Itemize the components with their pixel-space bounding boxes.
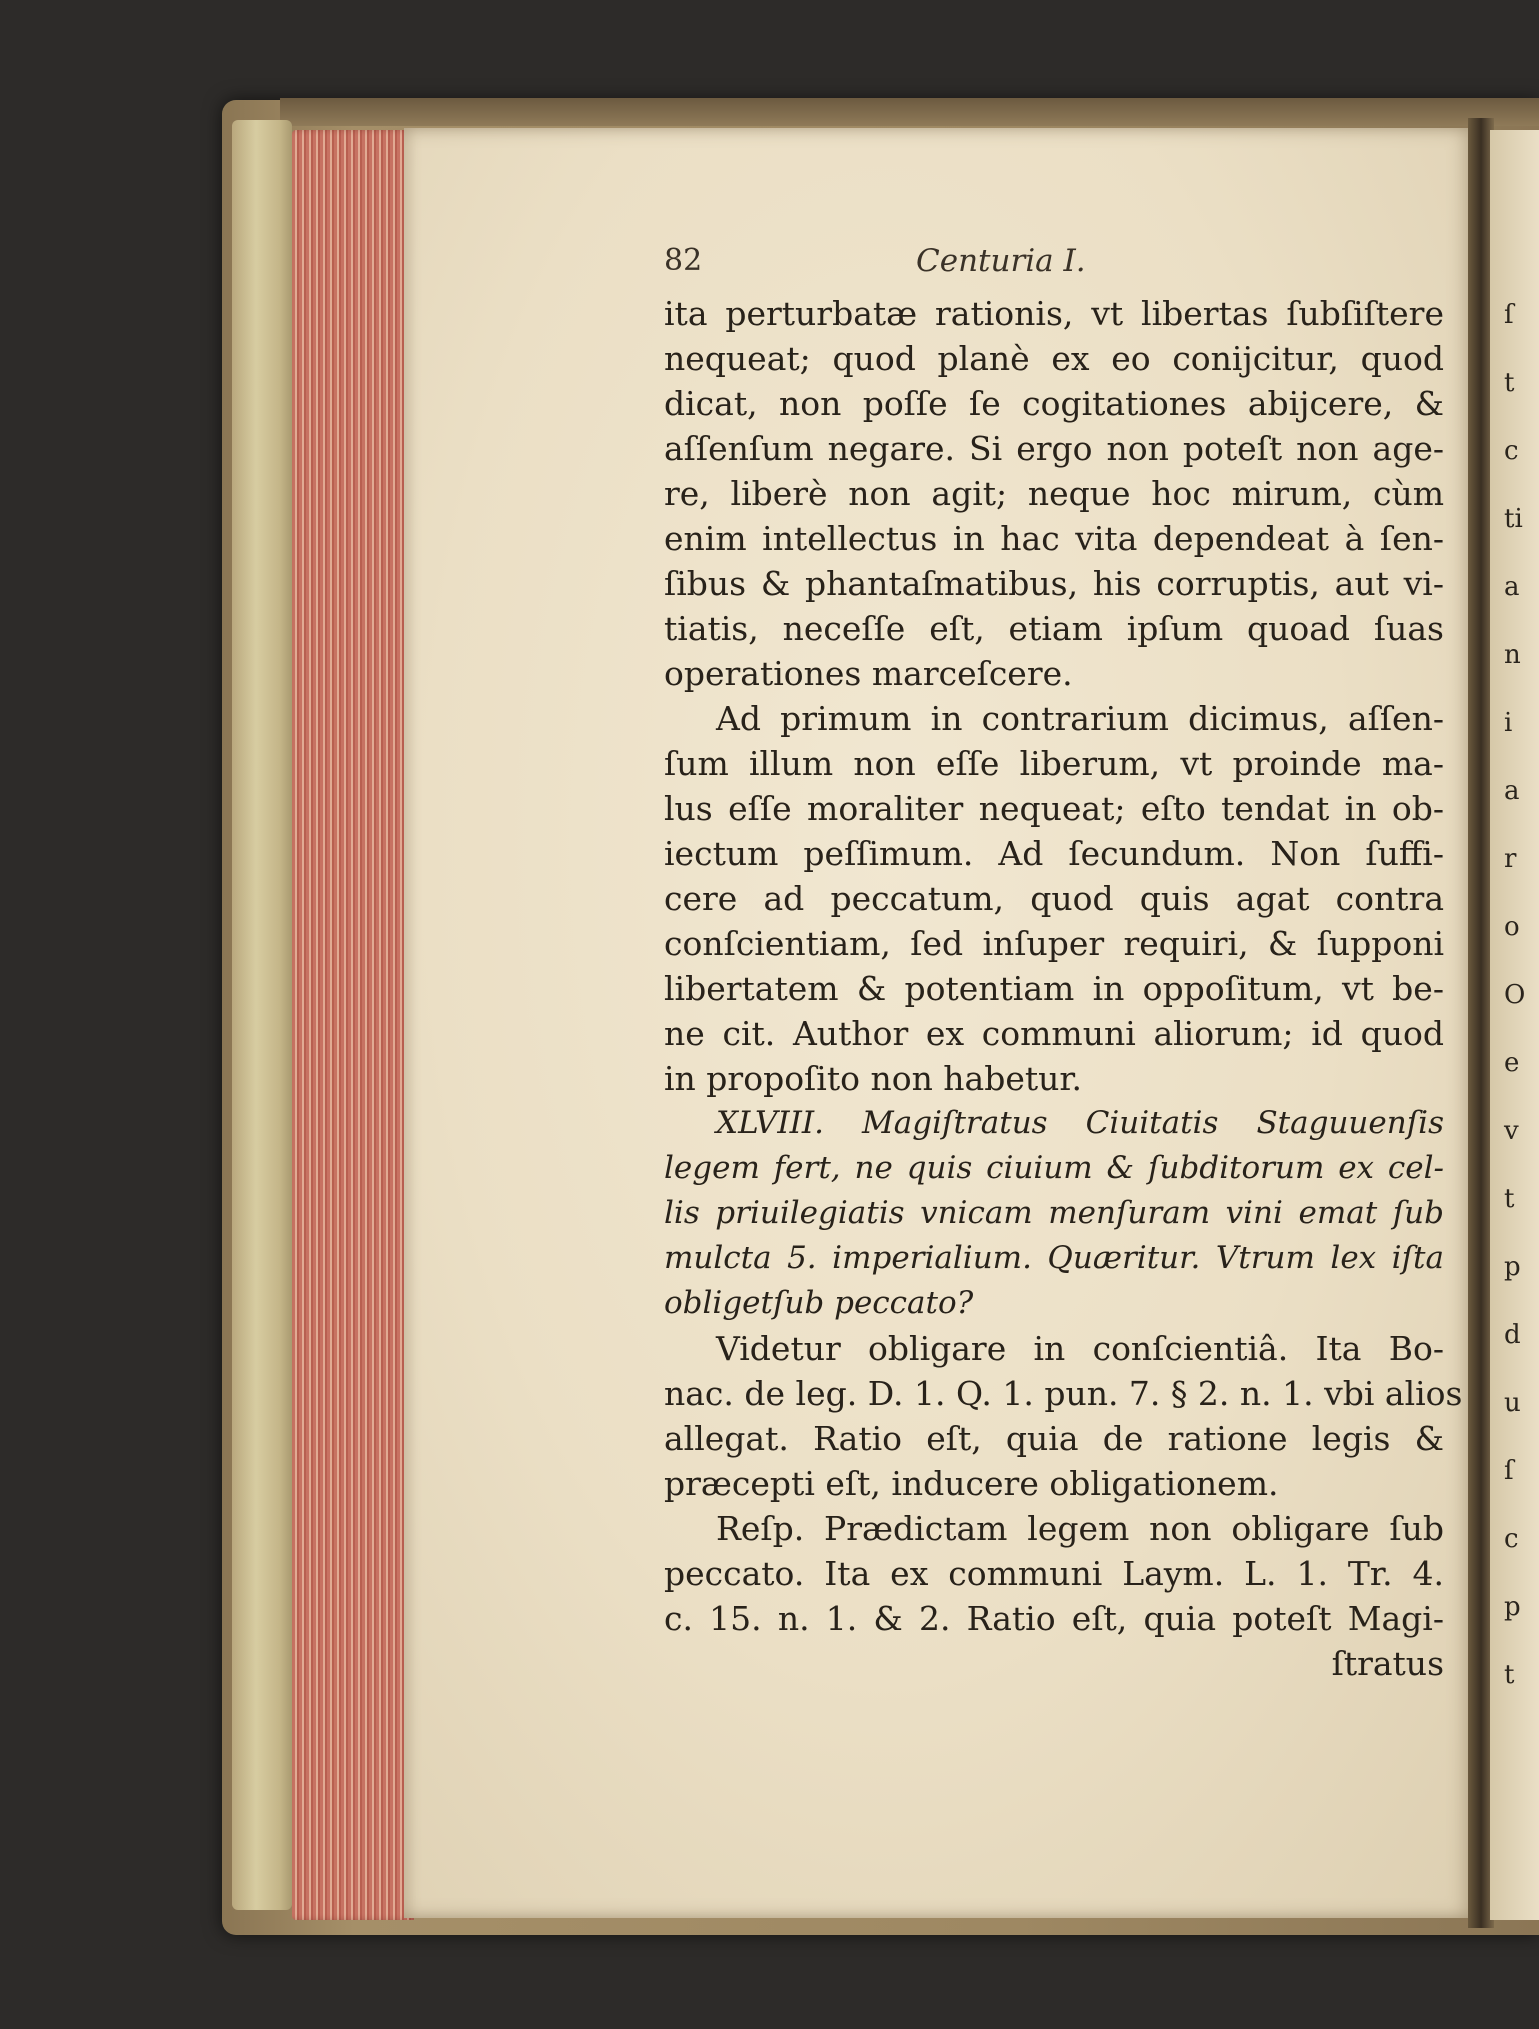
facing-page-fragment: d [1504,1320,1521,1350]
red-page-edges [292,130,414,1920]
text-line: lis priuilegiatis vnicam menſuram vini emat ſub [664,1195,1444,1231]
text-line: obligetſub peccato? [664,1285,974,1321]
text-line: cere ad peccatum, quod quis agat contra [664,879,1444,918]
facing-page-fragment: n [1504,640,1521,670]
facing-page-fragment: v [1504,1116,1519,1146]
text-line: dicat, non poſſe ſe cogitationes abijcere, & [664,384,1444,423]
facing-page-fragment: ti [1504,504,1523,534]
text-line: in propoſito non habetur. [664,1059,1083,1098]
text-line: legem fert, ne quis ciuium & ſubditorum ex cel- [664,1150,1444,1186]
text-line: c. 15. n. 1. & 2. Ratio eſt, quia poteſt Magi- [664,1599,1444,1638]
text-line: Videtur obligare in conſcientiâ. Ita Bo- [716,1329,1444,1368]
facing-page-fragment: O [1504,980,1526,1010]
text-line: nequeat; quod planè ex eo conijcitur, quod [664,339,1444,378]
text-line: XLVIII. Magiſtratus Ciuitatis Staguuenſis [716,1105,1444,1141]
facing-page-fragment: a [1504,572,1520,602]
facing-page-fragment: t [1504,1660,1515,1690]
facing-page-fragment: t [1504,1184,1515,1214]
text-line: tiatis, neceſſe eſt, etiam ipſum quoad ſuas [664,609,1444,648]
facing-page-fragment: ſ [1504,300,1514,330]
facing-page-fragment: p [1504,1592,1521,1622]
catchword: ſtratus [1331,1644,1444,1683]
facing-page-fragment: p [1504,1252,1521,1282]
page-number: 82 [664,243,703,278]
facing-page-fragment: u [1504,1388,1521,1418]
text-line: iectum peſſimum. Ad ſecundum. Non ſuffi- [664,834,1444,873]
facing-page-fragment: c [1504,436,1519,466]
text-line: conſcientiam, ſed inſuper requiri, & ſupponi [664,924,1444,963]
text-line: ſibus & phantaſmatibus, his corruptis, aut vi- [664,564,1444,603]
text-line: Reſp. Prædictam legem non obligare ſub [716,1509,1444,1548]
facing-page-fragment: a [1504,776,1520,806]
text-line: re, liberè non agit; neque hoc mirum, cùm [664,474,1444,513]
facing-page-fragment: c [1504,1524,1519,1554]
facing-page-edge [1490,130,1539,1920]
text-line: lus eſſe moraliter nequeat; eſto tendat in ob- [664,789,1444,828]
book-top-edge [280,98,1539,126]
text-line: nac. de leg. D. 1. Q. 1. pun. 7. § 2. n. 1. vbi alios [664,1374,1463,1413]
running-title: Centuria I. [916,243,1086,279]
text-line: allegat. Ratio eſt, quia de ratione legis & [664,1419,1444,1458]
text-line: ſum illum non eſſe liberum, vt proinde ma- [664,744,1444,783]
page-text [664,243,1463,1686]
facing-page-fragment: r [1504,844,1517,874]
facing-page-fragment: e [1504,1048,1520,1078]
facing-page-fragment: t [1504,368,1515,398]
text-line: peccato. Ita ex communi Laym. L. 1. Tr. 4. [664,1554,1444,1593]
text-line: ita perturbatæ rationis, vt libertas ſubſiſtere [664,294,1444,333]
text-line: ne cit. Author ex communi aliorum; id quod [664,1014,1444,1053]
text-line: Ad primum in contrarium dicimus, aſſen- [716,699,1444,738]
book-spine [232,120,292,1910]
facing-page-fragment: i [1504,708,1513,738]
text-line: libertatem & potentiam in oppoſitum, vt be- [664,969,1444,1008]
text-line: præcepti eſt, inducere obligationem. [664,1464,1279,1503]
text-line: mulcta 5. imperialium. Quæritur. Vtrum lex iſta [664,1240,1444,1276]
text-line: aſſenſum negare. Si ergo non poteſt non age- [664,429,1444,468]
page-header [664,243,1444,291]
text-line: enim intellectus in hac vita dependeat à ſen- [664,519,1444,558]
text-line: operationes marceſcere. [664,654,1073,693]
facing-page-fragment: o [1504,912,1520,942]
facing-page-fragment: ſ [1504,1456,1514,1486]
